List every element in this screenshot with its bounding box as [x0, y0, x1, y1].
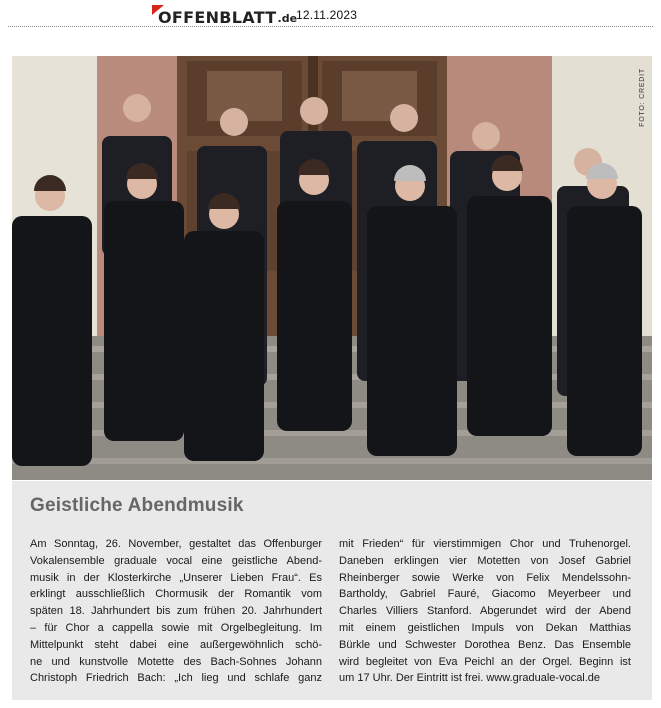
- text-line: Mittelpunkt steht dabei eine außergewöhnlich schö-: [30, 638, 322, 651]
- choir-photo-illustration: [12, 56, 652, 480]
- text-line: Bürkle und Schwester Dorothea Benz. Das Ensemble: [339, 638, 631, 651]
- logo-text: OFFENBLATT: [158, 8, 277, 27]
- text-line: musik in der Klosterkirche „Unserer Lieben Frau“. Es: [30, 571, 322, 584]
- photo-credit: FOTO: CREDIT: [639, 68, 646, 127]
- text-line: Christoph Friedrich Bach: „Ich lieg und schlafe ganz: [30, 672, 322, 685]
- text-line: Bartholdy, Gabriel Fauré, Giacomo Meyerbeer und: [339, 588, 631, 601]
- text-line: Rheinberger sowie Werke von Felix Mendelssohn-: [339, 571, 631, 584]
- article-column-right: [339, 536, 631, 687]
- text-line: mit Frieden“ für vierstimmigen Chor und Truhenorgel.: [339, 538, 631, 550]
- text-line: um 17 Uhr. Der Eintritt ist frei. www.graduale-vocal.de: [339, 672, 601, 685]
- text-line: Charles Villiers Stanford. Abgerundet wird der Abend: [339, 605, 631, 618]
- article-headline: Geistliche Abendmusik: [30, 495, 244, 516]
- logo-flag-icon: [152, 5, 164, 15]
- text-line: Am Sonntag, 26. November, gestaltet das Offenburger: [30, 538, 322, 550]
- text-line: wird begleitet von Eva Peichl an der Orgel. Beginn ist: [339, 655, 631, 668]
- text-line: späten 18. Jahrhundert bis zum frühen 20. Jahrhundert: [30, 605, 322, 618]
- text-line: Daneben erklingen vier Motetten von Josef Gabriel: [339, 554, 631, 567]
- newspaper-logo[interactable]: [152, 5, 297, 27]
- text-line: Vokalensemble graduale vocal eine geistliche Abend-: [30, 554, 322, 567]
- text-line: erklingt ausschließlich Chormusik der Romantik vom: [30, 588, 322, 601]
- masthead-divider: [8, 26, 653, 27]
- article-column-left: [30, 536, 322, 687]
- logo-tld: .de: [277, 12, 298, 25]
- text-line: mit einem geistlichen Impuls von Dekan Matthias: [339, 621, 631, 634]
- article-box: [12, 481, 652, 700]
- text-line: ne und kunstvolle Motette des Bach-Sohnes Johann: [30, 655, 322, 668]
- masthead: [0, 0, 661, 30]
- text-line: – für Chor a cappella sowie mit Orgelbegleitung. Im: [30, 621, 322, 634]
- choir-photo: [12, 56, 652, 480]
- issue-date: 12.11.2023: [296, 8, 358, 22]
